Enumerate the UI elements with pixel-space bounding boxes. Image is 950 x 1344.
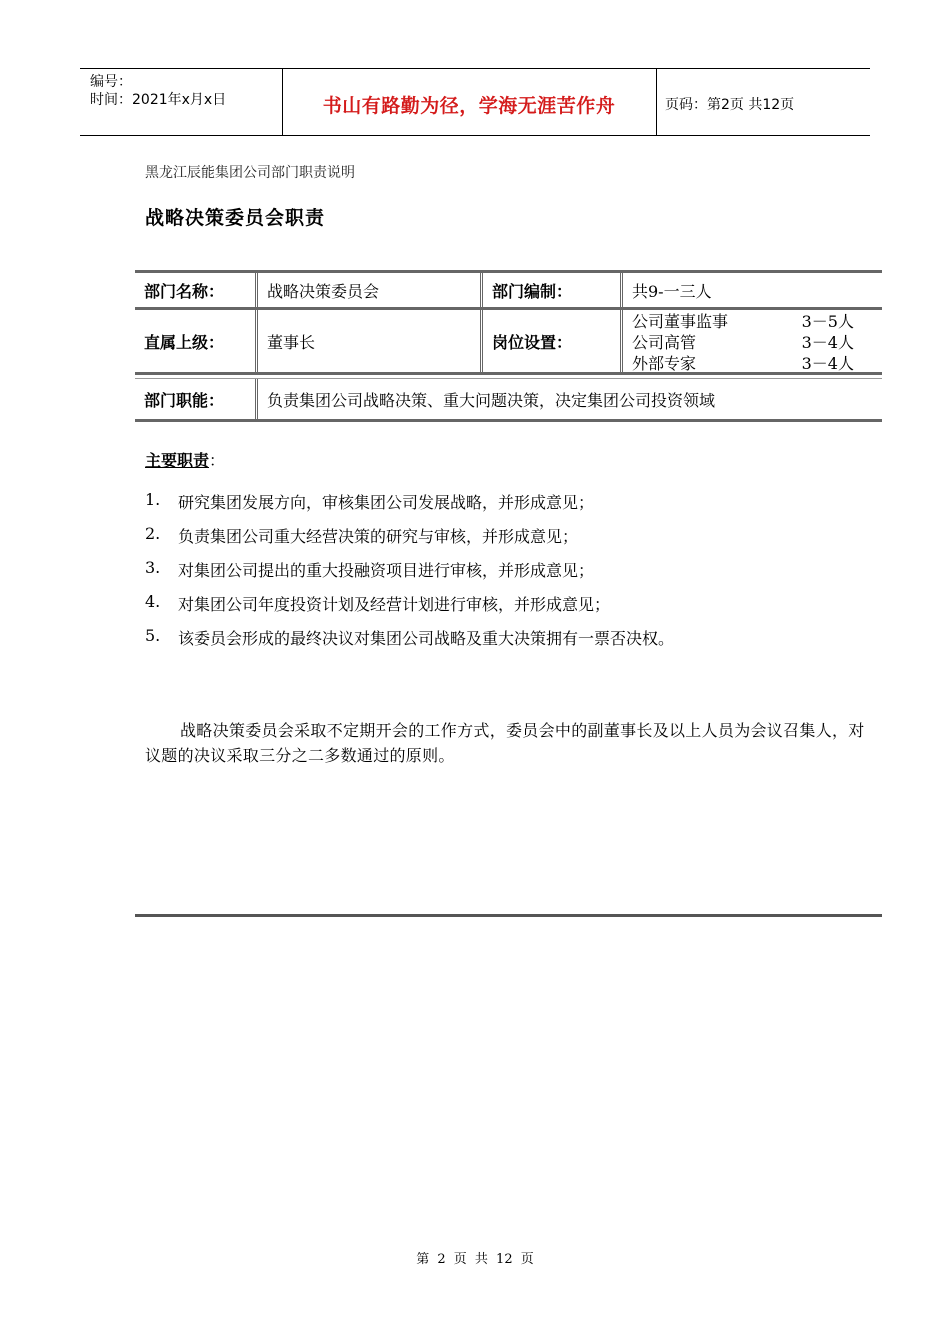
staffing-value: 共9-一三人	[620, 273, 882, 307]
meeting-paragraph: 战略决策委员会采取不定期开会的工作方式，委员会中的副董事长及以上人员为会议召集人，对议题的决议采取三分之二多数通过的原则。	[145, 721, 865, 765]
duty-number: 1.	[145, 490, 161, 509]
duty-text: 该委员会形成的最终决议对集团公司战略及重大决策拥有一票否决权。	[178, 629, 675, 648]
positions-list	[620, 310, 882, 372]
list-item	[145, 558, 674, 592]
position-item	[632, 353, 882, 374]
position-count: 3－4人	[801, 332, 854, 352]
position-role: 公司董事监事	[632, 311, 729, 331]
position-role: 外部专家	[632, 353, 697, 373]
header-page-label: 页码：第2页 共12页	[665, 97, 795, 113]
list-item	[145, 592, 674, 626]
duty-number: 3.	[145, 558, 161, 577]
list-item	[145, 524, 674, 558]
function-label: 部门职能：	[144, 390, 225, 410]
position-role: 公司高管	[632, 332, 697, 352]
time-label: 时间：2021年x月x日	[90, 92, 227, 108]
position-count: 3－5人	[801, 311, 854, 331]
header-motto: 书山有路勤为径，学海无涯苦作舟	[322, 95, 616, 117]
main-duties-colon: ：	[209, 451, 226, 470]
company-heading: 黑龙江辰能集团公司部门职责说明	[145, 165, 355, 181]
header-meta	[90, 73, 226, 109]
duty-text: 对集团公司提出的重大投融资项目进行审核，并形成意见；	[178, 561, 595, 580]
position-count: 3－4人	[801, 353, 854, 373]
staffing-label: 部门编制：	[480, 273, 620, 307]
function-value: 负责集团公司战略决策、重大问题决策，决定集团公司投资领域	[255, 379, 882, 419]
page-header	[80, 68, 870, 136]
department-table	[135, 270, 882, 422]
number-label: 编号：	[90, 74, 132, 90]
list-item	[145, 490, 674, 524]
doc-title: 战略决策委员会职责	[145, 207, 326, 229]
main-duties-heading	[145, 448, 225, 471]
duty-text: 对集团公司年度投资计划及经营计划进行审核，并形成意见；	[178, 595, 611, 614]
list-item	[145, 626, 674, 660]
duty-text: 负责集团公司重大经营决策的研究与审核，并形成意见；	[178, 527, 579, 546]
position-item	[632, 332, 882, 353]
dept-name-value: 战略决策委员会	[255, 273, 480, 307]
duty-number: 4.	[145, 592, 161, 611]
main-duties-label: 主要职责	[145, 451, 210, 470]
duty-number: 5.	[145, 626, 161, 645]
table-row	[135, 307, 882, 375]
duty-number: 2.	[145, 524, 161, 543]
position-item	[632, 311, 882, 332]
duty-text: 研究集团发展方向，审核集团公司发展战略，并形成意见；	[178, 493, 595, 512]
table-row	[135, 378, 882, 422]
duties-list	[145, 490, 674, 660]
positions-label: 岗位设置：	[480, 310, 620, 372]
page-footer: 第 2 页 共 12 页	[416, 1252, 534, 1267]
bottom-divider	[135, 914, 882, 917]
superior-label: 直属上级：	[144, 332, 225, 352]
table-row	[135, 270, 882, 307]
header-divider	[656, 69, 657, 136]
superior-value: 董事长	[255, 310, 480, 372]
dept-name-label: 部门名称：	[144, 281, 225, 301]
